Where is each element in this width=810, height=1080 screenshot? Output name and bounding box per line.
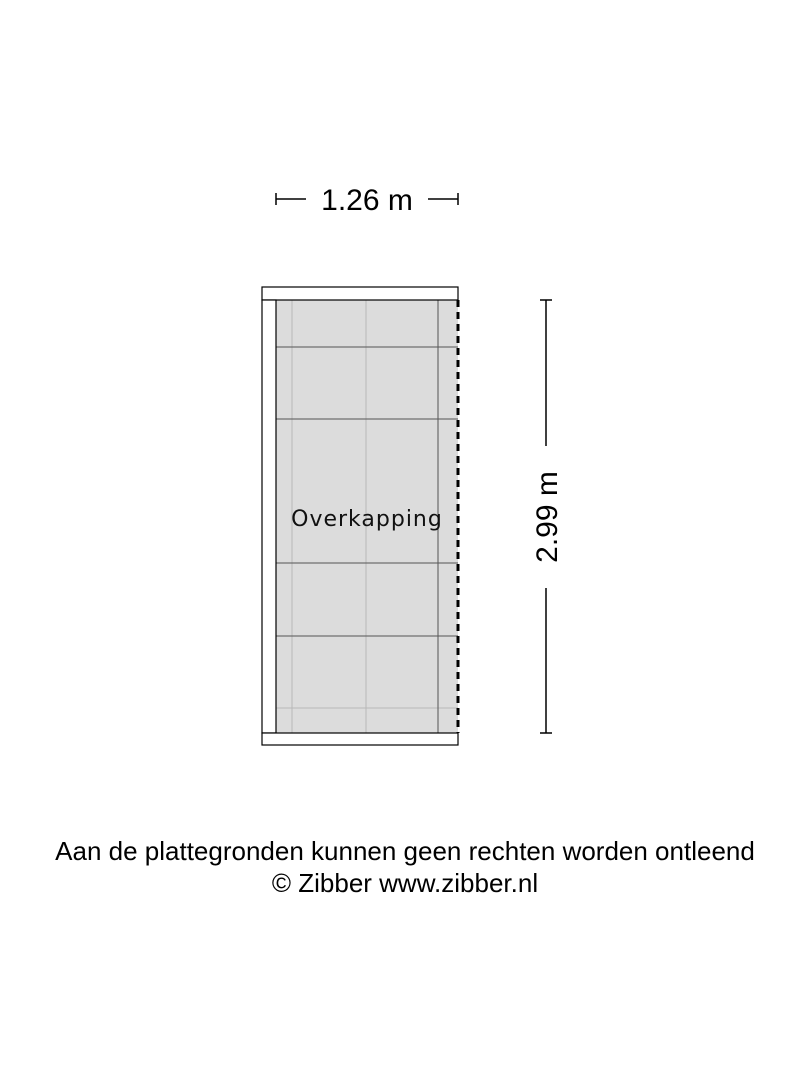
width-dimension-label: 1.26 m bbox=[321, 184, 413, 217]
disclaimer-text: Aan de plattegronden kunnen geen rechten worden ontleend bbox=[55, 836, 755, 866]
room-label: Overkapping bbox=[291, 507, 443, 532]
copyright-text: © Zibber www.zibber.nl bbox=[271, 868, 539, 898]
height-dimension bbox=[531, 300, 564, 733]
left-wall bbox=[262, 300, 276, 733]
bottom-wall bbox=[262, 733, 458, 745]
width-dimension bbox=[276, 184, 458, 217]
top-wall bbox=[262, 287, 458, 300]
height-dimension-label: 2.99 m bbox=[531, 471, 564, 563]
room-overkapping bbox=[262, 287, 458, 745]
